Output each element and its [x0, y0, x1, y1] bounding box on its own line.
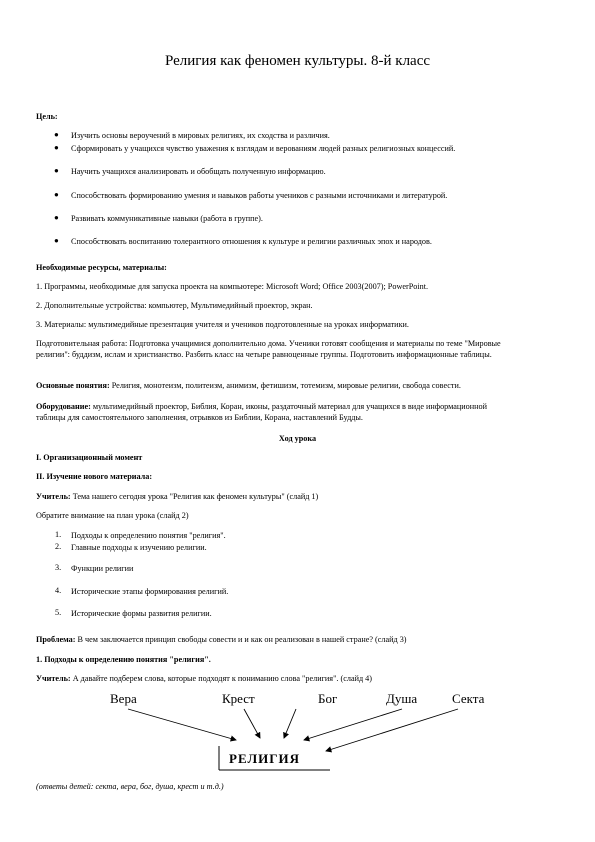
teacher-text: Тема нашего сегодня урока "Религия как феномен культуры" (слайд 1)	[70, 492, 319, 501]
equipment-label: Оборудование:	[36, 402, 91, 411]
diagram-arrow	[284, 709, 296, 738]
plan-item: Исторические формы развития религии.	[71, 609, 212, 618]
bullet-icon: ●	[54, 130, 59, 139]
goal-item: Способствовать воспитанию толерантного отношения к культуре и религии различных эпох и народов.	[71, 237, 432, 246]
resource-item: 3. Материалы: мультимедийные презентация учителя и учеников подготовленные на уроках информатики.	[36, 320, 409, 329]
subsection-heading: 1. Подходы к определению понятия "религия".	[36, 655, 211, 664]
resource-item: 2. Дополнительные устройства: компьютер, Мультимедийный проектор, экран.	[36, 301, 313, 310]
diagram-word: Крест	[222, 691, 255, 706]
diagram-arrow	[128, 709, 236, 740]
religion-word-diagram	[0, 685, 595, 780]
teacher-text: А давайте подберем слова, которые подходят к пониманию слова "религия". (слайд 4)	[70, 674, 373, 683]
lesson-heading: Ход урока	[278, 434, 317, 443]
diagram-arrow	[304, 709, 402, 740]
teacher-line	[36, 673, 372, 684]
equipment-paragraph	[36, 401, 514, 423]
plan-number: 2.	[55, 542, 62, 551]
answers-note: (ответы детей: секта, вера, бог, душа, крест и т.д.)	[36, 782, 224, 791]
page-title: Религия как феномен культуры. 8-й класс	[164, 53, 431, 69]
goal-item: Научить учащихся анализировать и обобщать полученную информацию.	[71, 167, 326, 176]
equipment-text: мультимедийный проектор, Библия, Коран, иконы, раздаточный материал для учащихся в виде информационной таблицы для самостоятельного заполнения, отрывков из Библии, Корана, наставлений Будды.	[36, 402, 487, 423]
teacher-line	[36, 491, 318, 502]
section-heading: II. Изучение нового материала:	[36, 472, 153, 481]
bullet-icon: ●	[54, 190, 59, 199]
bullet-icon: ●	[54, 236, 59, 245]
teacher-label: Учитель:	[36, 492, 71, 501]
diagram-arrow	[244, 709, 260, 738]
goal-heading: Цель:	[36, 112, 58, 121]
concepts-paragraph	[36, 380, 566, 391]
plan-intro: Обратите внимание на план урока (слайд 2)	[36, 511, 189, 520]
bullet-icon: ●	[54, 143, 59, 152]
diagram-word: Вера	[110, 691, 137, 706]
plan-number: 5.	[55, 608, 62, 617]
diagram-word: Секта	[452, 691, 485, 706]
resource-item: 1. Программы, необходимые для запуска проекта на компьютере: Microsoft Word; Office 2003(2007); PowerPoint.	[36, 282, 429, 291]
plan-number: 4.	[55, 586, 62, 595]
concepts-text: Религия, монотеизм, политеизм, анимизм, фетишизм, тотемизм, мировые религии, свобода совести.	[109, 381, 461, 390]
goal-item: Развивать коммуникативные навыки (работа в группе).	[71, 214, 263, 223]
plan-item: Главные подходы к изучению религии.	[71, 543, 207, 552]
problem-label: Проблема:	[36, 635, 76, 644]
teacher-label: Учитель:	[36, 674, 71, 683]
concepts-label: Основные понятия:	[36, 381, 110, 390]
plan-item: Подходы к определению понятия "религия".	[71, 531, 226, 540]
diagram-arrow	[326, 709, 458, 751]
problem-text: В чем заключается принцип свободы совести и и как он реализован в нашей стране? (слайд 3)	[75, 635, 407, 644]
diagram-word: Душа	[386, 691, 418, 706]
section-heading: I. Организационный момент	[36, 453, 143, 462]
prep-paragraph: Подготовительная работа: Подготовка учащимися дополнительно дома. Ученики готовят сообщения и материалы по теме "Мировые религии": буддизм, ислам и христианство. Разбить класс на четыре равноценные группы. Подготовить информационные таблицы.	[36, 339, 501, 360]
goal-item: Изучить основы вероучений в мировых религиях, их сходства и различия.	[71, 131, 330, 140]
bullet-icon: ●	[54, 166, 59, 175]
plan-item: Исторические этапы формирования религий.	[71, 587, 229, 596]
goal-item: Сформировать у учащихся чувство уважения к взглядам и верованиям людей разных религиозных концессий.	[71, 144, 456, 153]
bullet-icon: ●	[54, 213, 59, 222]
diagram-word: Бог	[318, 691, 338, 706]
plan-number: 1.	[55, 530, 62, 539]
diagram-center-word: РЕЛИГИЯ	[229, 751, 301, 766]
plan-number: 3.	[55, 563, 62, 572]
plan-item: Функции религии	[71, 564, 134, 573]
resources-heading: Необходимые ресурсы, материалы:	[36, 263, 167, 272]
goal-item: Способствовать формированию умения и навыков работы учеников с разными источниками и литературой.	[71, 191, 448, 200]
problem-line	[36, 634, 407, 645]
